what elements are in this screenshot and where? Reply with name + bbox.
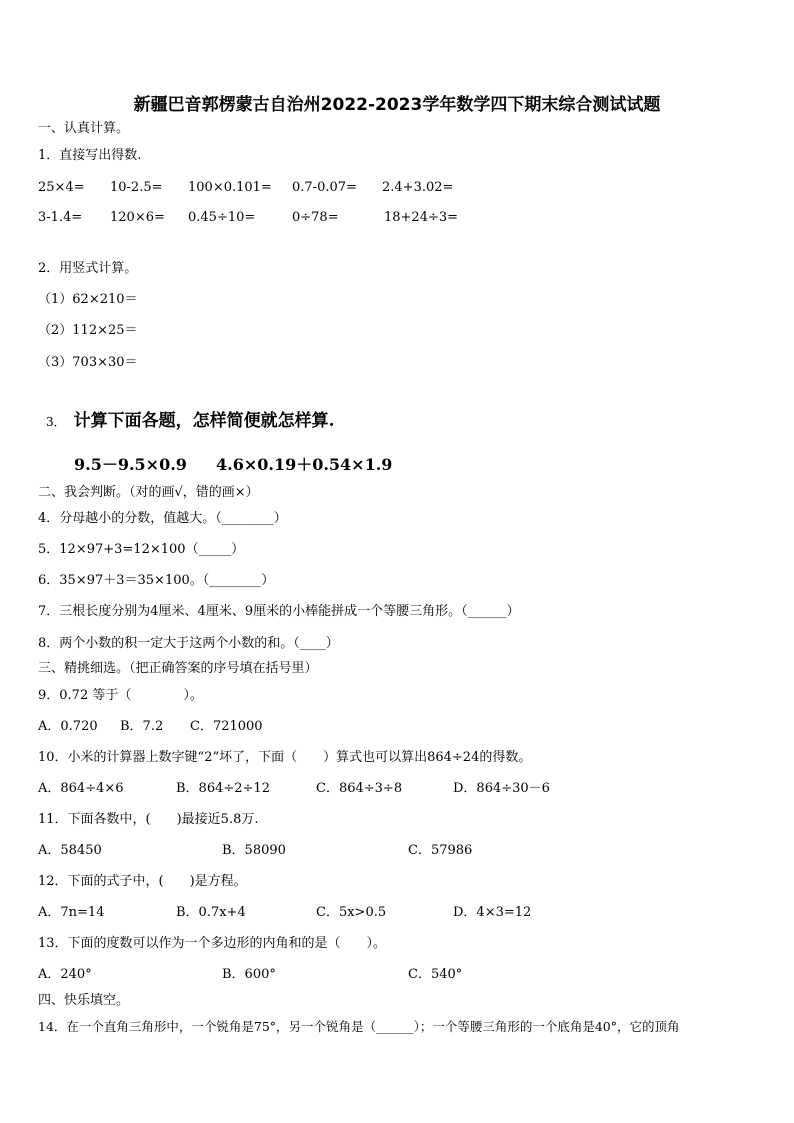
calc-item: 10-2.5= bbox=[110, 180, 163, 195]
option[interactable]: C．57986 bbox=[408, 843, 473, 858]
section-2-heading: 二、我会判断。（对的画√，错的画×） bbox=[38, 485, 259, 500]
answer-blank[interactable]: （____） bbox=[293, 636, 339, 651]
section-3-heading: 三、精挑细选。（把正确答案的序号填在括号里） bbox=[38, 661, 318, 676]
q2-item: （2）112×25＝ bbox=[38, 323, 138, 338]
option[interactable]: B．0.7x+4 bbox=[176, 905, 246, 920]
option[interactable]: B．58090 bbox=[222, 843, 286, 858]
q13-text: 13．下面的度数可以作为一个多边形的内角和的是（ ）。 bbox=[38, 936, 387, 951]
option[interactable]: A．240° bbox=[38, 967, 92, 982]
judge-text: 4．分母越小的分数，值越大。 bbox=[38, 511, 216, 526]
calc-item: 120×6= bbox=[110, 210, 165, 225]
judge-text: 6．35×97＋3＝35×100。 bbox=[38, 573, 203, 588]
judge-item bbox=[38, 542, 244, 558]
section-1-heading: 一、认真计算。 bbox=[38, 121, 130, 136]
calc-item: 3-1.4= bbox=[38, 210, 83, 225]
answer-blank[interactable]: （________） bbox=[215, 511, 287, 526]
option[interactable]: B．7.2 bbox=[120, 719, 164, 734]
q3-expression-2: 4.6×0.19＋0.54×1.9 bbox=[216, 455, 393, 474]
judge-text: 5．12×97+3=12×100 bbox=[38, 542, 186, 557]
option[interactable]: C．864÷3÷8 bbox=[316, 781, 403, 796]
q12-text: 12．下面的式子中，( )是方程。 bbox=[38, 874, 247, 889]
option[interactable]: B．600° bbox=[222, 967, 276, 982]
q3-expression-1: 9.5－9.5×0.9 bbox=[74, 455, 187, 474]
calc-item: 25×4= bbox=[38, 180, 85, 195]
option[interactable]: A．0.720 bbox=[38, 719, 98, 734]
q14-text: 14．在一个直角三角形中，一个锐角是75°，另一个锐角是（______）；一个等腰三角形的一个底角是40°，它的顶角 bbox=[38, 1019, 680, 1034]
option[interactable]: C．5x>0.5 bbox=[316, 905, 387, 920]
judge-text: 7．三根长度分别为4厘米、4厘米、9厘米的小棒能拼成一个等腰三角形。 bbox=[38, 604, 462, 619]
option[interactable]: A．58450 bbox=[38, 843, 102, 858]
q2-item: （3）703×30＝ bbox=[38, 355, 138, 370]
answer-blank[interactable]: （_____） bbox=[185, 542, 245, 557]
q2-item: （1）62×210＝ bbox=[38, 292, 138, 307]
judge-item bbox=[38, 573, 274, 589]
option[interactable]: C．721000 bbox=[190, 719, 263, 734]
calc-item: 18+24÷3= bbox=[384, 210, 459, 225]
calc-item: 0.7-0.07= bbox=[292, 180, 357, 195]
judge-item bbox=[38, 511, 287, 527]
answer-blank[interactable]: （______） bbox=[461, 604, 520, 619]
q2-label: 2．用竖式计算。 bbox=[38, 261, 138, 276]
calc-item: 0÷78= bbox=[292, 210, 339, 225]
section-4-heading: 四、快乐填空。 bbox=[38, 993, 130, 1008]
q9-text: 9．0.72 等于（ ）。 bbox=[38, 688, 203, 703]
calc-item: 2.4+3.02= bbox=[382, 180, 454, 195]
page-title: 新疆巴音郭楞蒙古自治州2022-2023学年数学四下期末综合测试试题 bbox=[133, 95, 661, 115]
q3-label: 计算下面各题，怎样简便就怎样算. bbox=[73, 411, 335, 431]
q3-label-row bbox=[46, 410, 335, 433]
q10-text: 10．小米的计算器上数字键“2”坏了，下面（ ）算式也可以算出864÷24的得数。 bbox=[38, 750, 532, 765]
judge-item bbox=[38, 604, 520, 620]
q11-text: 11．下面各数中，( )最接近5.8万. bbox=[38, 812, 259, 827]
option[interactable]: C．540° bbox=[408, 967, 463, 982]
judge-text: 8．两个小数的积一定大于这两个小数的和。 bbox=[38, 636, 294, 651]
option[interactable]: D．864÷30－6 bbox=[453, 781, 550, 796]
option[interactable]: A．864÷4×6 bbox=[38, 781, 124, 796]
calc-item: 0.45÷10= bbox=[188, 210, 256, 225]
option[interactable]: A．7n=14 bbox=[38, 905, 105, 920]
q1-label: 1．直接写出得数. bbox=[38, 148, 142, 163]
q3-number: 3． bbox=[46, 415, 66, 429]
calc-item: 100×0.101= bbox=[188, 180, 272, 195]
answer-blank[interactable]: （________） bbox=[202, 573, 275, 588]
option[interactable]: B．864÷2÷12 bbox=[176, 781, 270, 796]
judge-item bbox=[38, 636, 339, 652]
option[interactable]: D．4×3=12 bbox=[453, 905, 532, 920]
